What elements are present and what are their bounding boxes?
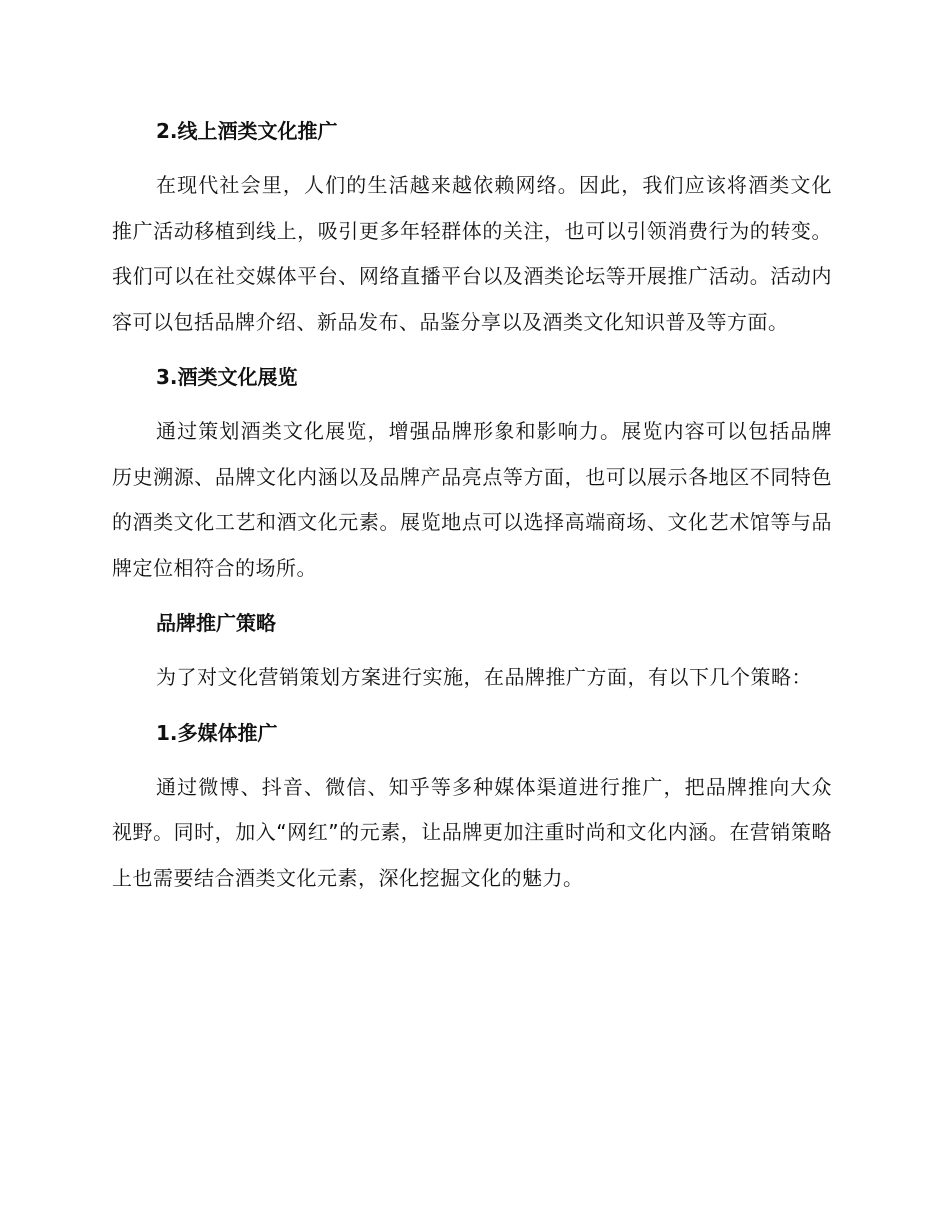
section-heading: 3.酒类文化展览 <box>156 365 298 389</box>
document-body <box>112 108 832 901</box>
section-paragraph: 为了对文化营销策划方案进行实施，在品牌推广方面，有以下几个策略： <box>156 665 812 689</box>
section-paragraph: 通过微博、抖音、微信、知乎等多种媒体渠道进行推广，把品牌推向大众视野。同时，加入“网红”的元素，让品牌更加注重时尚和文化内涵。在营销策略上也需要结合酒类文化元素，深化挖掘文化的魅力。 <box>112 774 832 890</box>
section-heading: 品牌推广策略 <box>156 611 276 635</box>
section-paragraph: 通过策划酒类文化展览，增强品牌形象和影响力。展览内容可以包括品牌历史溯源、品牌文化内涵以及品牌产品亮点等方面，也可以展示各地区不同特色的酒类文化工艺和酒文化元素。展览地点可以选择高端商场、文化艺术馆等与品牌定位相符合的场所。 <box>112 419 832 580</box>
section-paragraph: 在现代社会里，人们的生活越来越依赖网络。因此，我们应该将酒类文化推广活动移植到线上，吸引更多年轻群体的关注，也可以引领消费行为的转变。我们可以在社交媒体平台、网络直播平台以及酒类论坛等开展推广活动。活动内容可以包括品牌介绍、新品发布、品鉴分享以及酒类文化知识普及等方面。 <box>112 173 832 334</box>
section-heading: 1.多媒体推广 <box>156 720 278 745</box>
section-heading: 2.线上酒类文化推广 <box>156 119 338 143</box>
